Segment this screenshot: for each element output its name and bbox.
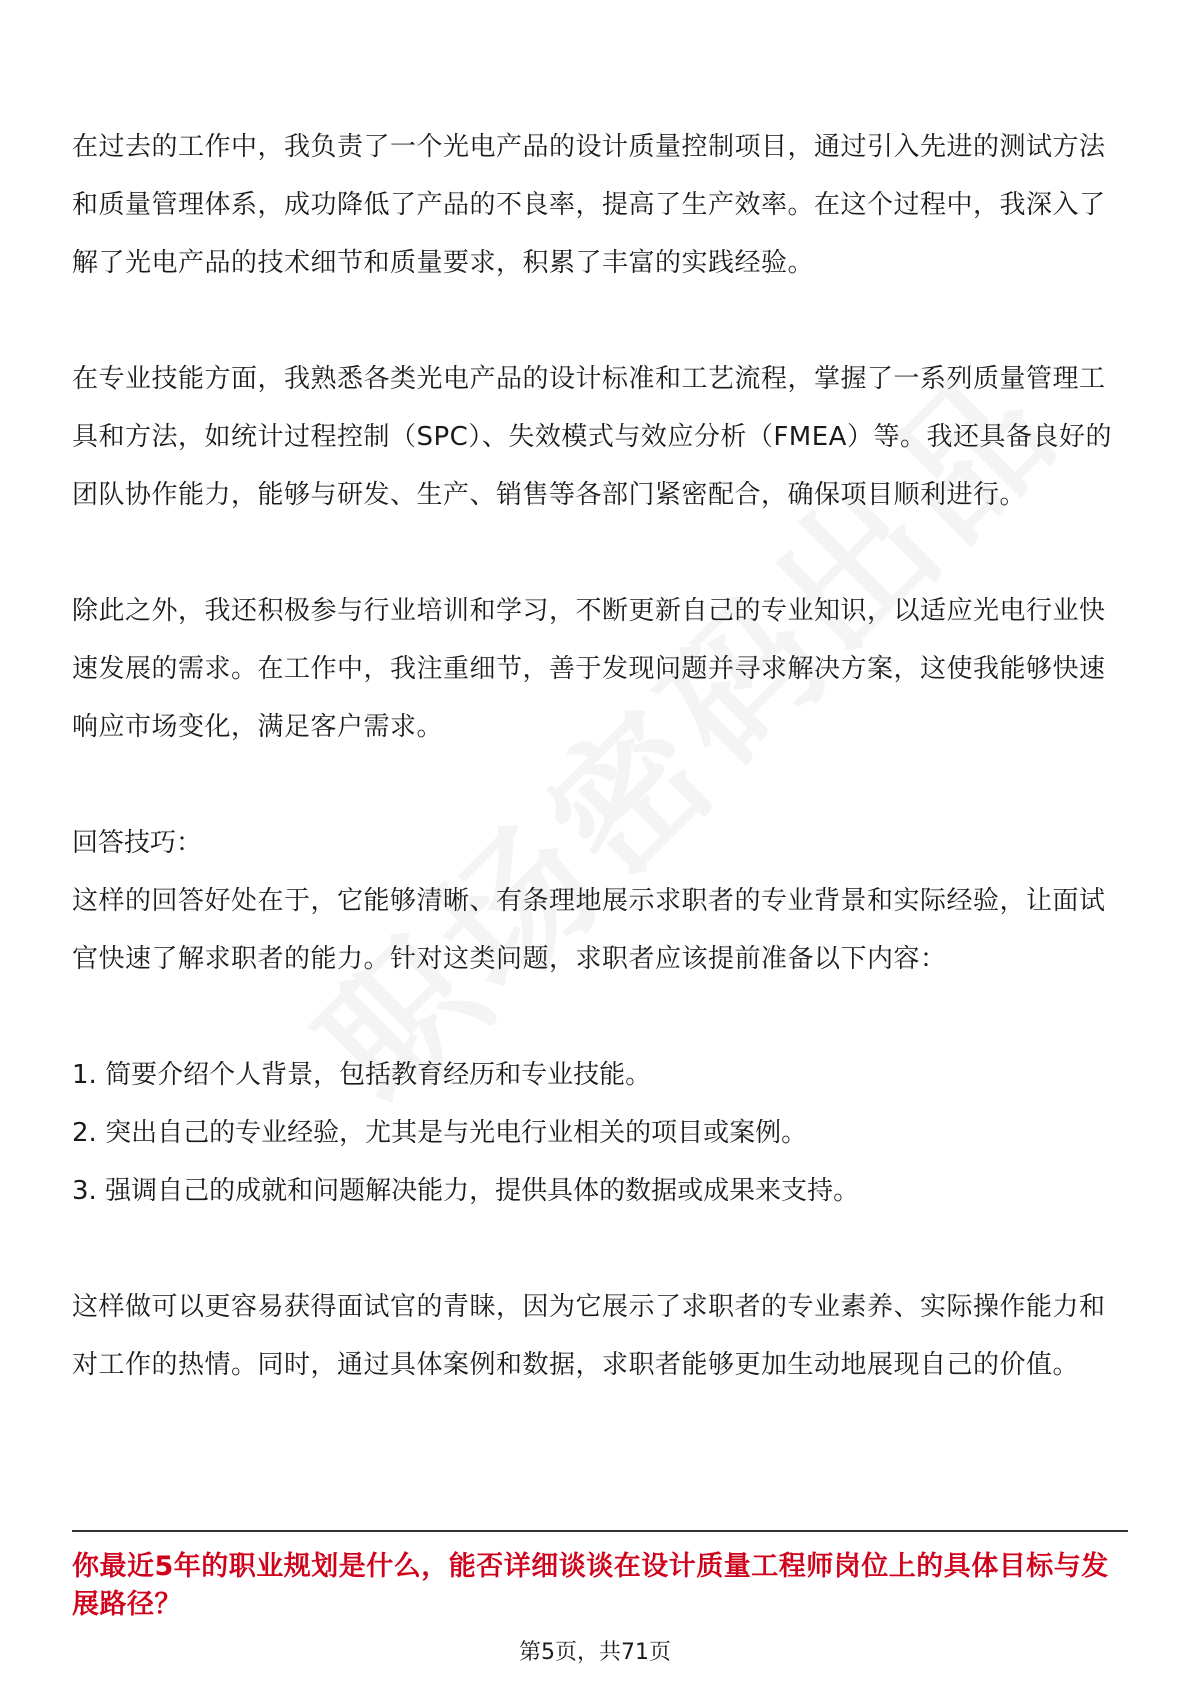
tips-closing: 这样做可以更容易获得面试官的青睐，因为它展示了求职者的专业素养、实际操作能力和对工作的热情。同时，通过具体案例和数据，求职者能够更加生动地展现自己的价值。 [72,1292,1106,1380]
answer-paragraph-2: 在专业技能方面，我熟悉各类光电产品的设计标准和工艺流程，掌握了一系列质量管理工具和方法，如统计过程控制（SPC）、失效模式与效应分析（FMEA）等。我还具备良好的团队协作能力，能够与研发、生产、销售等各部门紧密配合，确保项目顺利进行。 [72,364,1112,510]
answer-paragraph-3: 除此之外，我还积极参与行业培训和学习，不断更新自己的专业知识，以适应光电行业快速发展的需求。在工作中，我注重细节，善于发现问题并寻求解决方案，这使我能够快速响应市场变化，满足客户需求。 [72,596,1106,742]
next-question-heading: 你最近5年的职业规划是什么，能否详细谈谈在设计质量工程师岗位上的具体目标与发展路径？ [72,1551,1109,1620]
tips-intro: 这样的回答好处在于，它能够清晰、有条理地展示求职者的专业背景和实际经验，让面试官快速了解求职者的能力。针对这类问题，求职者应该提前准备以下内容： [72,886,1106,974]
tips-label: 回答技巧： [72,828,203,858]
list-item: 1. 简要介绍个人背景，包括教育经历和专业技能。 [72,1060,652,1090]
list-item: 2. 突出自己的专业经验，尤其是与光电行业相关的项目或案例。 [72,1118,808,1148]
answer-paragraph-1: 在过去的工作中，我负责了一个光电产品的设计质量控制项目，通过引入先进的测试方法和质量管理体系，成功降低了产品的不良率，提高了生产效率。在这个过程中，我深入了解了光电产品的技术细节和质量要求，积累了丰富的实践经验。 [72,132,1106,278]
section-divider [72,1530,1128,1532]
list-item: 3. 强调自己的成就和问题解决能力，提供具体的数据或成果来支持。 [72,1176,860,1206]
answer-content [72,118,1128,1394]
page-number: 第5页，共71页 [519,1640,671,1665]
tips-list [72,1046,1128,1220]
